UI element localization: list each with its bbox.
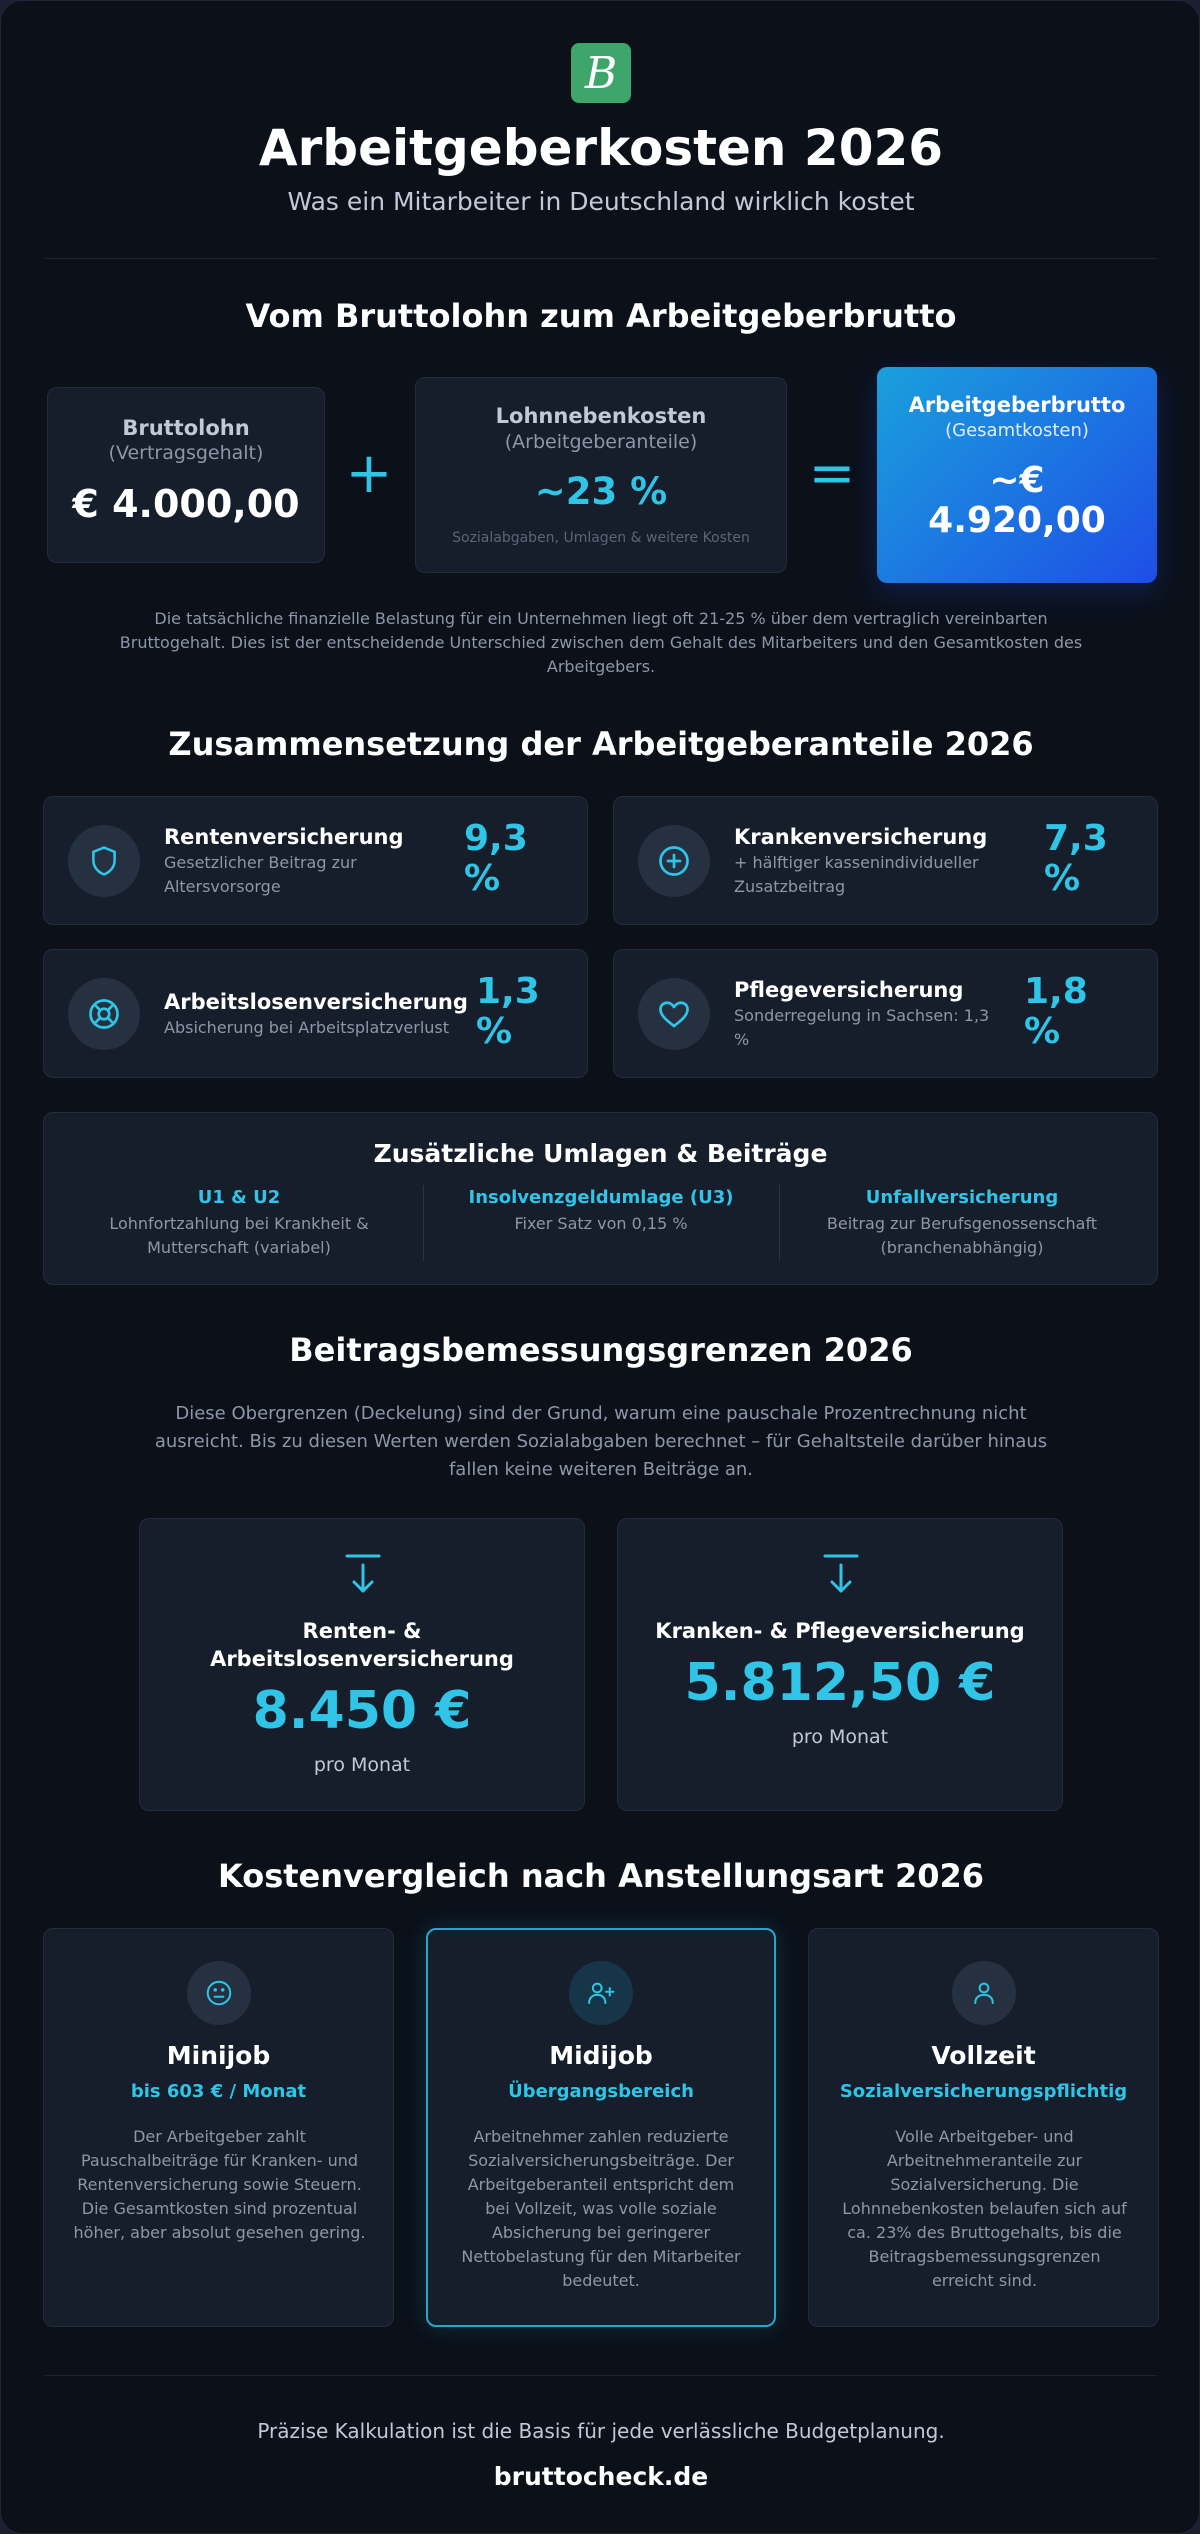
share-card-pflegeversicherung xyxy=(613,949,1158,1078)
plus-circle-icon xyxy=(638,825,710,897)
bbg-description: Diese Obergrenzen (Deckelung) sind der Grund, warum eine pauschale Prozentrechnung nicht ausreicht. Bis zu diesen Werten werden Sozialabgaben berechnet – für Gehaltsteile darüber hinaus fallen keine weiteren Beiträge an. xyxy=(154,1403,1048,1480)
brand-logo xyxy=(571,43,631,103)
bbg-unit: pro Monat xyxy=(313,1754,411,1776)
comparison-card-minijob xyxy=(43,1928,394,2327)
brutto-subtitle: (Vertragsgehalt) xyxy=(108,442,264,464)
comparison-title: Minijob xyxy=(166,2041,271,2070)
share-desc: Gesetzlicher Beitrag zur Altersvorsorge xyxy=(164,853,357,896)
umlage-item-u1-u2 xyxy=(74,1187,404,1260)
comparison-title: Midijob xyxy=(549,2041,653,2070)
nebenkosten-subtitle: (Arbeitgeberanteile) xyxy=(504,431,698,453)
umlage-item-unfallversicherung xyxy=(792,1187,1132,1260)
bbg-card-renten xyxy=(139,1518,585,1811)
brutto-value: € 4.000,00 xyxy=(72,482,300,526)
arbeitgeberbrutto-card xyxy=(877,367,1157,583)
comparison-heading: Kostenvergleich nach Anstellungsart 2026 xyxy=(217,1857,984,1895)
user-plus-icon xyxy=(569,1961,633,2025)
heart-icon xyxy=(638,978,710,1050)
share-percent xyxy=(476,972,540,1052)
formula-description: Die tatsächliche finanzielle Belastung für ein Unternehmen liegt oft 21-25 % über dem vertraglich vereinbarten Bruttogehalt. Dies ist der entscheidende Unterschied zwischen dem Gehalt des Mitarbeiters und den Gesamtkosten des Arbeitgebers. xyxy=(119,609,1083,676)
comparison-tag: bis 603 € / Monat xyxy=(130,2081,307,2102)
umlage-title: U1 & U2 xyxy=(197,1187,281,1208)
umlage-desc: Beitrag zur Berufsgenossenschaft (branchenabhängig) xyxy=(826,1214,1098,1257)
page-subtitle: Was ein Mitarbeiter in Deutschland wirklich kostet xyxy=(287,187,915,216)
logo-letter: B xyxy=(584,47,618,99)
nebenkosten-card xyxy=(415,377,787,573)
bbg-card-kranken xyxy=(617,1518,1063,1811)
umlagen-separator xyxy=(779,1185,780,1261)
share-percent-number: 9,3 xyxy=(464,818,528,859)
formula-heading: Vom Bruttolohn zum Arbeitgeberbrutto xyxy=(245,297,957,335)
bbg-value: 5.812,50 € xyxy=(684,1653,996,1713)
share-card-krankenversicherung xyxy=(613,796,1158,925)
agbrutto-title: Arbeitgeberbrutto xyxy=(908,393,1126,417)
umlagen-heading: Zusätzliche Umlagen & Beiträge xyxy=(373,1139,828,1168)
share-percent-number: 7,3 xyxy=(1044,818,1108,859)
share-title: Pflegeversicherung xyxy=(734,978,964,1002)
share-percent-sign: % xyxy=(1024,1011,1061,1052)
nebenkosten-note: Sozialabgaben, Umlagen & weitere Kosten xyxy=(452,530,750,546)
share-percent xyxy=(464,819,528,899)
nebenkosten-value: ~23 % xyxy=(534,470,668,513)
share-percent-sign: % xyxy=(476,1011,513,1052)
bbg-title-line1: Renten- & xyxy=(302,1619,422,1643)
comparison-desc: Der Arbeitgeber zahlt Pauschalbeiträge für Kranken- und Rentenversicherung sowie Steuern. Die Gesamtkosten sind prozentual höher, aber absolut gesehen gering. xyxy=(73,2127,366,2242)
umlagen-card xyxy=(43,1112,1158,1285)
footer-text: Präzise Kalkulation ist die Basis für jede verlässliche Budgetplanung. xyxy=(257,2419,945,2443)
umlage-item-u3 xyxy=(436,1187,766,1236)
share-title: Arbeitslosenversicherung xyxy=(164,990,468,1014)
share-percent-number: 1,8 xyxy=(1024,971,1088,1012)
umlage-title: Unfallversicherung xyxy=(865,1187,1059,1208)
bbg-value: 8.450 € xyxy=(252,1681,472,1741)
share-card-rentenversicherung xyxy=(43,796,588,925)
brutto-card xyxy=(47,387,325,563)
umlage-title: Insolvenzgeldumlage (U3) xyxy=(468,1187,734,1208)
share-percent-sign: % xyxy=(464,858,501,899)
umlagen-separator xyxy=(423,1185,424,1261)
agbrutto-subtitle: (Gesamtkosten) xyxy=(945,420,1089,441)
arrow-down-to-line-icon xyxy=(821,1553,861,1601)
divider xyxy=(45,258,1157,259)
comparison-title: Vollzeit xyxy=(931,2041,1036,2070)
share-desc: Sonderregelung in Sachsen: 1,3 % xyxy=(734,1006,990,1049)
share-title: Krankenversicherung xyxy=(734,825,988,849)
equals-operator: = xyxy=(808,441,856,506)
share-desc: Absicherung bei Arbeitsplatzverlust xyxy=(164,1018,450,1037)
share-percent-sign: % xyxy=(1044,858,1081,899)
user-icon xyxy=(952,1961,1016,2025)
share-card-arbeitslosenversicherung xyxy=(43,949,588,1078)
share-percent xyxy=(1044,819,1108,899)
page-title: Arbeitgeberkosten 2026 xyxy=(258,119,944,177)
agbrutto-value-prefix: ~€ xyxy=(989,460,1045,501)
footer-site-link[interactable]: bruttocheck.de xyxy=(493,2462,709,2491)
share-desc: + hälftiger kassenindividueller Zusatzbeitrag xyxy=(734,853,979,896)
share-title: Rentenversicherung xyxy=(164,825,404,849)
bbg-title-line1: Kranken- & Pflegeversicherung xyxy=(655,1619,1025,1643)
comparison-tag: Übergangsbereich xyxy=(508,2081,694,2102)
share-percent xyxy=(1024,972,1088,1052)
umlage-desc: Lohnfortzahlung bei Krankheit & Mutterschaft (variabel) xyxy=(109,1214,369,1257)
share-percent-number: 1,3 xyxy=(476,971,540,1012)
shares-heading: Zusammensetzung der Arbeitgeberanteile 2026 xyxy=(168,725,1034,763)
shield-icon xyxy=(68,825,140,897)
plus-operator: + xyxy=(345,441,393,506)
agbrutto-value: 4.920,00 xyxy=(928,500,1106,541)
comparison-desc: Volle Arbeitgeber- und Arbeitnehmeranteile zur Sozialversicherung. Die Lohnnebenkosten belaufen sich auf ca. 23% des Bruttogehalts, bis die Beitragsbemessungsgrenzen erreicht sind. xyxy=(842,2127,1127,2290)
arrow-down-to-line-icon xyxy=(343,1553,383,1601)
bbg-heading: Beitragsbemessungsgrenzen 2026 xyxy=(289,1331,913,1369)
comparison-desc: Arbeitnehmer zahlen reduzierte Sozialversicherungsbeiträge. Der Arbeitgeberanteil entspricht dem bei Vollzeit, was volle soziale Absicherung bei geringerer Nettobelastung für den Mitarbeiter bedeutet. xyxy=(461,2127,741,2290)
comparison-card-midijob xyxy=(426,1928,776,2327)
comparison-card-vollzeit xyxy=(808,1928,1159,2327)
neutral-face-icon xyxy=(187,1961,251,2025)
lifebuoy-icon xyxy=(68,978,140,1050)
nebenkosten-title: Lohnnebenkosten xyxy=(495,404,707,428)
bbg-unit: pro Monat xyxy=(791,1726,889,1748)
umlage-desc: Fixer Satz von 0,15 % xyxy=(514,1214,688,1233)
divider xyxy=(45,2375,1157,2376)
comparison-tag: Sozialversicherungspflichtig xyxy=(839,2081,1128,2102)
brutto-title: Bruttolohn xyxy=(122,416,250,440)
bbg-title-line2: Arbeitslosenversicherung xyxy=(210,1647,514,1671)
